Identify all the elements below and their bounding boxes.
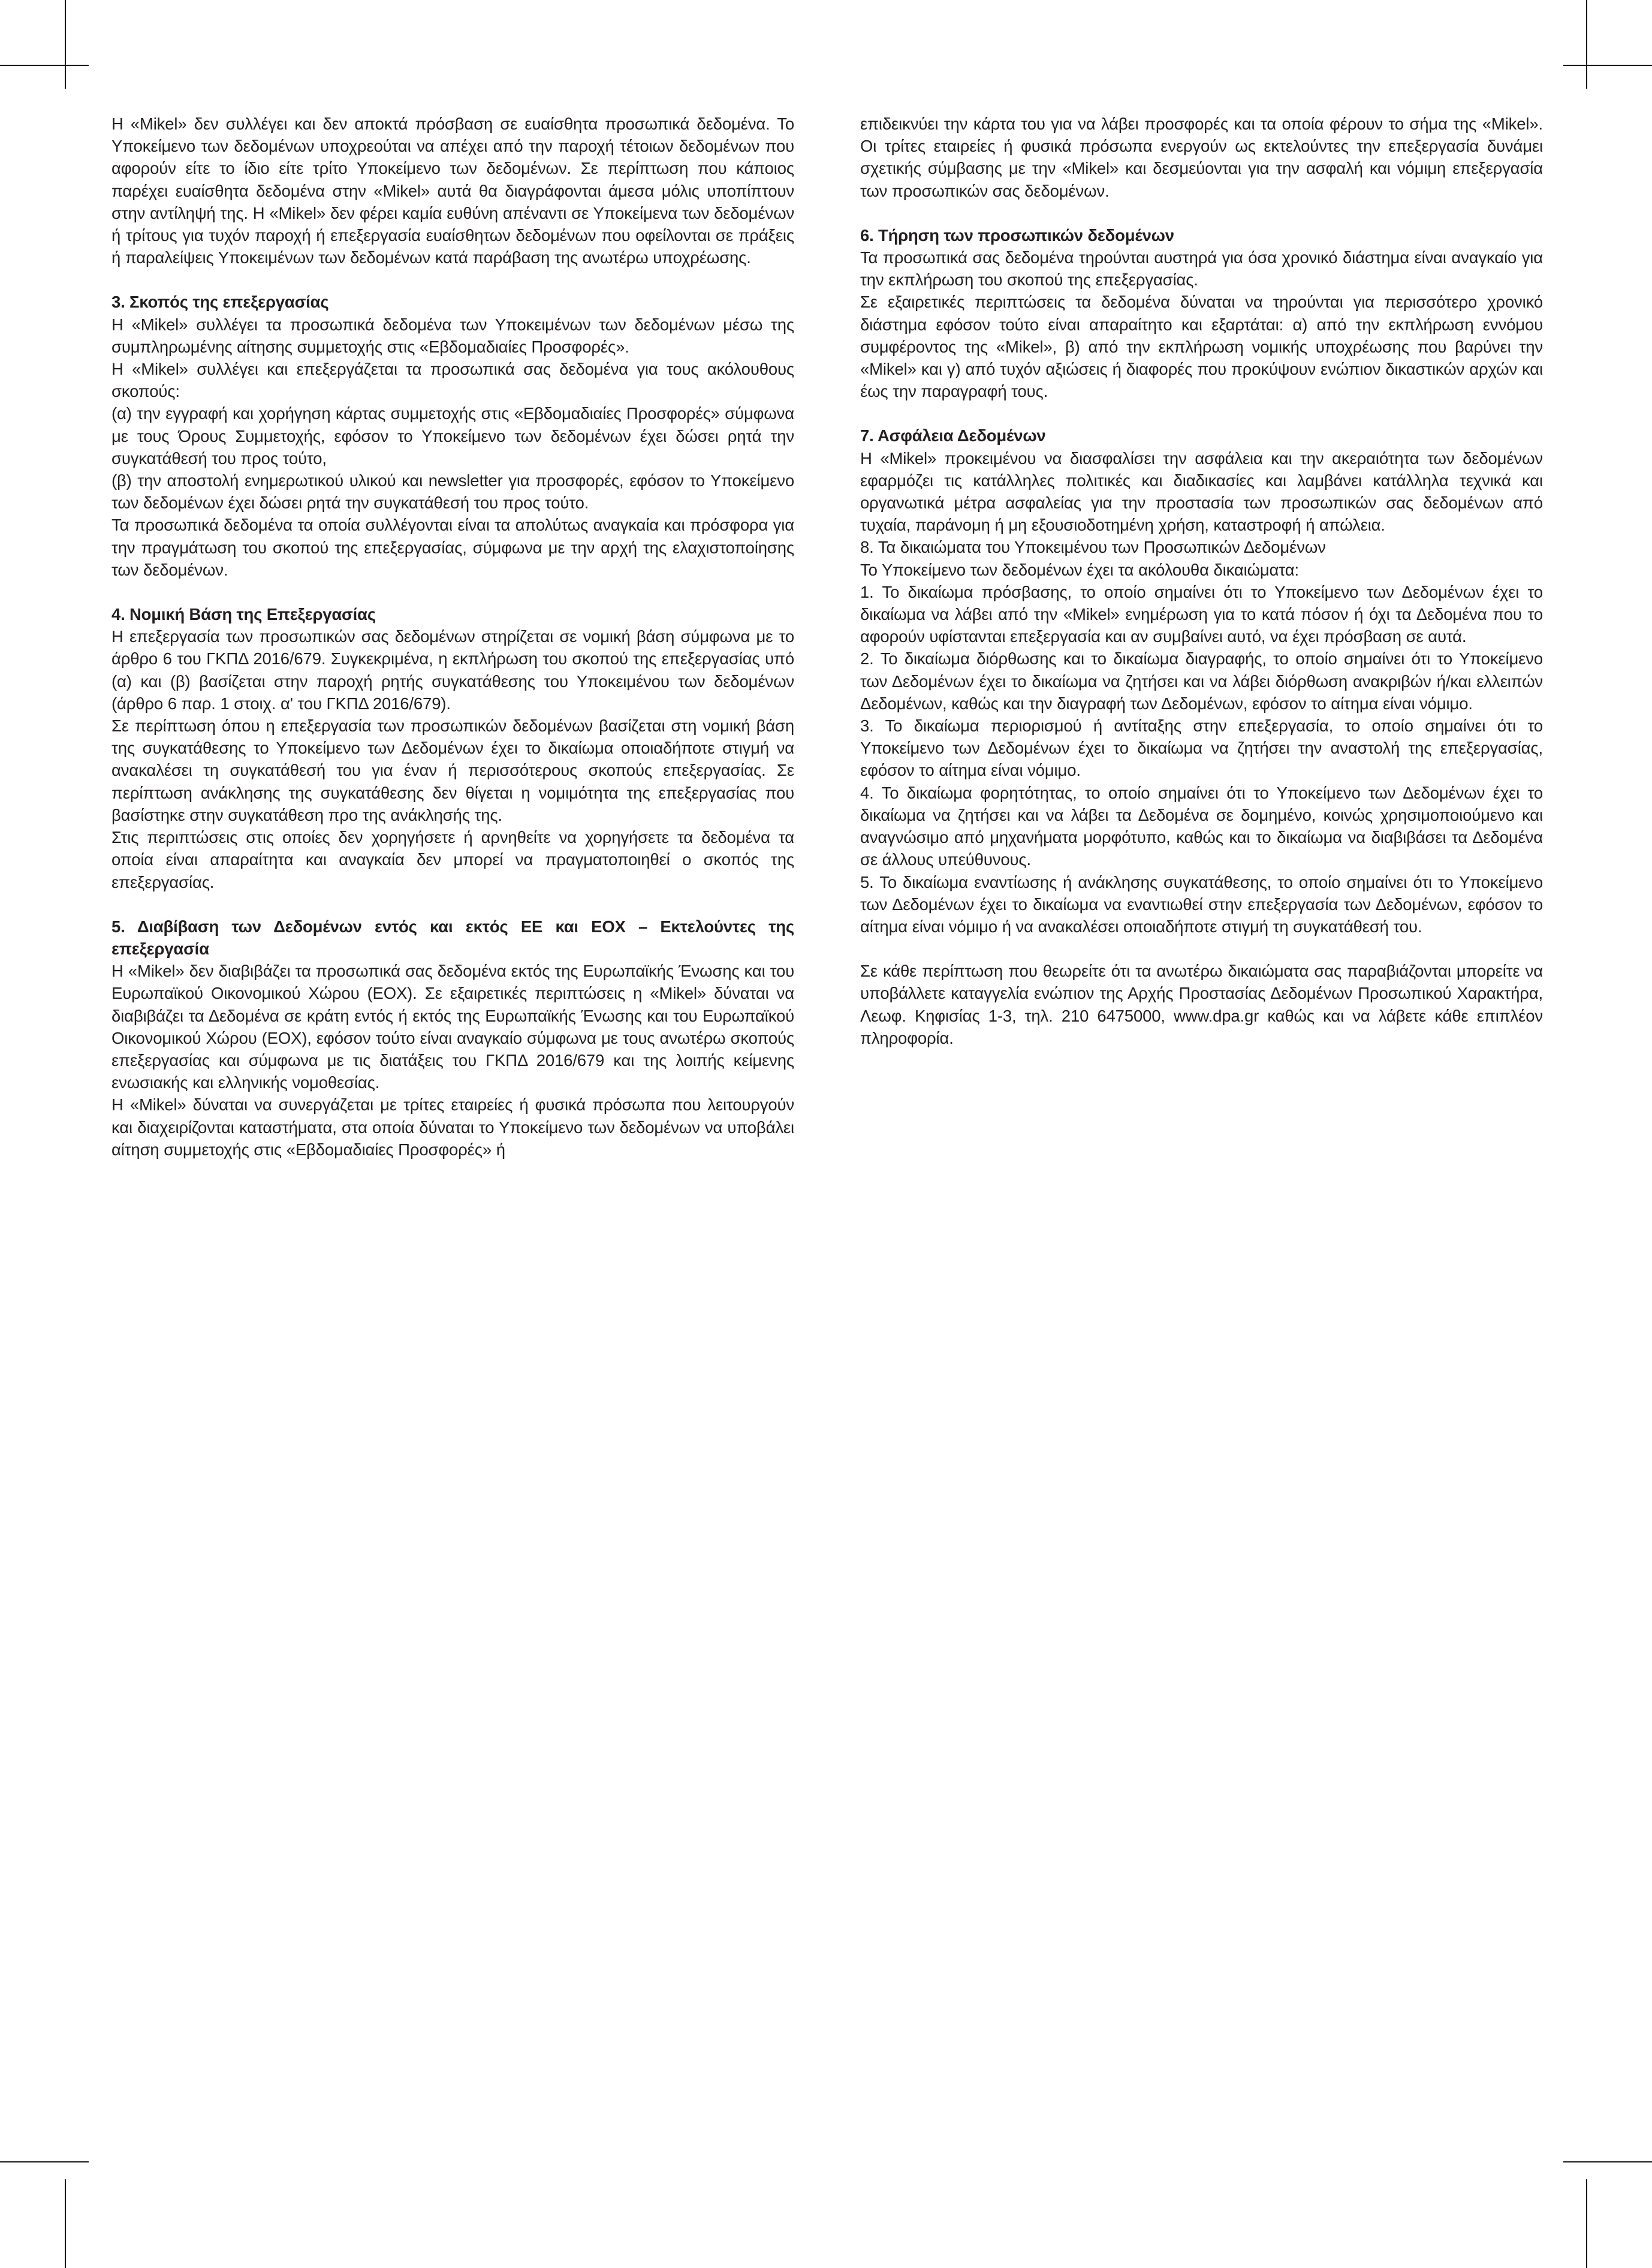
section-3-paragraph-1: Η «Mikel» συλλέγει τα προσωπικά δεδομένα των Υποκειμένων των δεδομένων μέσω της συμπληρωμένης αίτησης συμμετοχής στις «Εβδομαδιαίες Προσφορές».	[111, 315, 794, 356]
section-3-heading: 3. Σκοπός της επεξεργασίας	[111, 293, 329, 312]
section-3-paragraph-3: (α) την εγγραφή και χορήγηση κάρτας συμμετοχής στις «Εβδομαδιαίες Προσφορές» σύμφωνα με τους Όρους Συμμετοχής, εφόσον το Υποκείμενο των δεδομένων έχει δώσει ρητά την συγκατάθεσή του προς τούτο,	[111, 404, 794, 468]
right-item-3: 3. Το δικαίωμα περιορισμού ή αντίταξης στην επεξεργασία, το οποίο σημαίνει ότι το Υποκείμενο των Δεδομένων έχει το δικαίωμα να ζητήσει την αναστολή της επεξεργασίας, εφόσον το αίτημα είναι νόμιμο.	[860, 716, 1543, 780]
section-4-heading: 4. Νομική Βάση της Επεξεργασίας	[111, 605, 376, 624]
right-item-1: 1. Το δικαίωμα πρόσβασης, το οποίο σημαίνει ότι το Υποκείμενο των Δεδομένων έχει το δικαίωμα να λάβει από την «Mikel» ενημέρωση για το κατά πόσον ή όχι τα Δεδομένα που το αφορούν υφίστανται επεξεργασία και αν συμβαίνει αυτό, να έχει πρόσβαση σε αυτά.	[860, 582, 1543, 646]
section-5-paragraph-1: Η «Mikel» δεν διαβιβάζει τα προσωπικά σας δεδομένα εκτός της Ευρωπαϊκής Ένωσης και του Ευρωπαϊκού Οικονομικού Χώρου (ΕΟΧ). Σε εξαιρετικές περιπτώσεις η «Mikel» δύναται να διαβιβάζει τα Δεδομένα σε κράτη εντός ή εκτός της Ευρωπαϊκής Ένωσης και του Ευρωπαϊκού Οικονομικού Χώρου (ΕΟΧ), εφόσον τούτο είναι αναγκαίο σύμφωνα με τους ανωτέρω σκοπούς επεξεργασίας και σύμφωνα με τις διατάξεις του ΓΚΠΔ 2016/679 και της λοιπής κείμενης ενωσιακής και ελληνικής νομοθεσίας.	[111, 962, 794, 1092]
section-8-lead: Το Υποκείμενο των δεδομένων έχει τα ακόλουθα δικαιώματα:	[860, 560, 1299, 579]
paragraph-spacer	[860, 402, 1543, 424]
section-3-paragraph-4: (β) την αποστολή ενημερωτικού υλικού και newsletter για προσφορές, εφόσον το Υποκείμενο των δεδομένων έχει δώσει ρητά την συγκατάθεσή του προς τούτο.	[111, 471, 794, 513]
crop-mark-top-right-vertical	[1586, 0, 1587, 89]
two-column-body	[111, 113, 1543, 1161]
left-column	[111, 113, 794, 1161]
intro-paragraph: Η «Mikel» δεν συλλέγει και δεν αποκτά πρόσβαση σε ευαίσθητα προσωπικά δεδομένα. Το Υποκείμενο των δεδομένων υποχρεούται να απέχει από την παροχή τέτοιων δεδομένων που αφορούν είτε το ίδιο είτε τρίτο Υποκείμενο των δεδομένων. Σε περίπτωση που κάποιος παρέχει ευαίσθητα δεδομένα στην «Mikel» αυτά θα διαγράφονται άμεσα μόλις υποπίπτουν στην αντίληψή της. Η «Mikel» δεν φέρει καμία ευθύνη απέναντι σε Υποκείμενα των δεδομένων ή τρίτους για τυχόν παροχή ή επεξεργασία ευαίσθητων δεδομένων που οφείλονται σε πράξεις ή παραλείψεις Υποκειμένων των δεδομένων κατά παράβαση της ανωτέρω υποχρέωσης.	[111, 115, 794, 267]
section-6-heading: 6. Τήρηση των προσωπικών δεδομένων	[860, 225, 1174, 245]
crop-mark-top-right-horizontal	[1563, 65, 1652, 66]
paragraph-spacer	[860, 202, 1543, 224]
crop-mark-bottom-right-vertical	[1586, 2179, 1587, 2268]
right-item-4: 4. Το δικαίωμα φορητότητας, το οποίο σημαίνει ότι το Υποκείμενο των Δεδομένων έχει το δικαίωμα να ζητήσει και να λάβει τα Δεδομένα σε δομημένο, κοινώς χρησιμοποιούμενο και αναγνώσιμο από μηχανήματα μορφότυπο, καθώς και το δικαίωμα να διαβιβάσει τα Δεδομένα σε άλλους υπεύθυνους.	[860, 783, 1543, 869]
crop-mark-top-left-horizontal	[0, 65, 89, 66]
section-3-paragraph-5: Τα προσωπικά δεδομένα τα οποία συλλέγονται είναι τα απολύτως αναγκαία και πρόσφορα για την πραγμάτωση του σκοπού της επεξεργασίας, σύμφωνα με την αρχή της ελαχιστοποίησης των δεδομένων.	[111, 516, 794, 579]
paragraph-spacer	[111, 269, 794, 291]
section-4-paragraph-3: Στις περιπτώσεις στις οποίες δεν χορηγήσετε ή αρνηθείτε να χορηγήσετε τα δεδομένα τα οποία είναι απαραίτητα και αναγκαία δεν μπορεί να πραγματοποιηθεί ο σκοπός της επεξεργασίας.	[111, 828, 794, 891]
complaint-paragraph: Σε κάθε περίπτωση που θεωρείτε ότι τα ανωτέρω δικαιώματα σας παραβιάζονται μπορείτε να υποβάλλετε καταγγελία ενώπιον της Αρχής Προστασίας Δεδομένων Προσωπικού Χαρακτήρα, Λεωφ. Κηφισίας 1-3, τηλ. 210 6475000, www.dpa.gr καθώς και να λάβετε κάθε επιπλέον πληροφορία.	[860, 962, 1543, 1047]
section-6-paragraph-1: Τα προσωπικά σας δεδομένα τηρούνται αυστηρά για όσα χρονικό διάστημα είναι αναγκαίο για την εκπλήρωση του σκοπού της επεξεργασίας.	[860, 248, 1543, 290]
section-5-paragraph-2: Η «Mikel» δύναται να συνεργάζεται με τρίτες εταιρείες ή φυσικά πρόσωπα που λειτουργούν και διαχειρίζονται καταστήματα, στα οποία δύναται το Υποκείμενο των δεδομένων να υποβάλει αίτηση συμμετοχής στις «Εβδομαδιαίες Προσφορές» ή	[111, 1095, 794, 1159]
section-6-paragraph-2: Σε εξαιρετικές περιπτώσεις τα δεδομένα δύναται να τηρούνται για περισσότερο χρονικό διάστημα εφόσον τούτο είναι απαραίτητο και εξαρτάται: α) από την εκπλήρωση εννόμου συμφέροντος της «Mikel», β) από την εκπλήρωση νομικής υποχρέωσης που βαρύνει την «Mikel» και γ) από τυχόν αξιώσεις ή διαφορές που προκύψουν ενώπιον δικαστικών αρχών και έως την παραγραφή τους.	[860, 293, 1543, 401]
section-3-paragraph-2: Η «Mikel» συλλέγει και επεξεργάζεται τα προσωπικά σας δεδομένα για τους ακόλουθους σκοπούς:	[111, 360, 794, 401]
paragraph-spacer	[111, 581, 794, 603]
crop-mark-top-left-vertical	[65, 0, 66, 89]
crop-mark-bottom-left-vertical	[65, 2179, 66, 2268]
crop-mark-bottom-right-horizontal	[1563, 2161, 1652, 2162]
crop-mark-bottom-left-horizontal	[0, 2161, 89, 2162]
paragraph-spacer	[111, 893, 794, 915]
right-item-2: 2. Το δικαίωμα διόρθωσης και το δικαίωμα διαγραφής, το οποίο σημαίνει ότι το Υποκείμενο των Δεδομένων έχει το δικαίωμα να ζητήσει και να λάβει διόρθωση ανακριβών ή/και ελλειπών Δεδομένων, καθώς και την διαγραφή των Δεδομένων, εφόσον το αίτημα είναι νόμιμο.	[860, 649, 1543, 713]
paragraph-spacer	[860, 938, 1543, 960]
section-5-heading: 5. Διαβίβαση των Δεδομένων εντός και εκτός ΕΕ και ΕΟΧ – Εκτελούντες της επεξεργασία	[111, 917, 794, 958]
section-8-heading: 8. Τα δικαιώματα του Υποκειμένου των Προσωπικών Δεδομένων	[860, 538, 1326, 557]
section-7-paragraph-1: Η «Mikel» προκειμένου να διασφαλίσει την ασφάλεια και την ακεραιότητα των δεδομένων εφαρμόζει τις κατάλληλες πολιτικές και διαδικασίες και λαμβάνει κατάλληλα τεχνικά και οργανωτικά μέτρα ασφαλείας για την προστασία των προσωπικών σας δεδομένων από τυχαία, παράνομη ή μη εξουσιοδοτημένη χρήση, καταστροφή ή απώλεια.	[860, 448, 1543, 535]
right-column	[860, 113, 1543, 1161]
right-item-5: 5. Το δικαίωμα εναντίωσης ή ανάκλησης συγκατάθεσης, το οποίο σημαίνει ότι το Υποκείμενο των Δεδομένων έχει το δικαίωμα να εναντιωθεί στην επεξεργασία των Δεδομένων, εφόσον το αίτημα είναι νόμιμο ή να ανακαλέσει οποιαδήποτε στιγμή τη συγκατάθεσή του.	[860, 872, 1543, 936]
section-7-heading: 7. Ασφάλεια Δεδομένων	[860, 426, 1046, 445]
continuation-paragraph: επιδεικνύει την κάρτα του για να λάβει προσφορές και τα οποία φέρουν το σήμα της «Mikel». Οι τρίτες εταιρείες ή φυσικά πρόσωπα ενεργούν ως εκτελούντες την επεξεργασία δυνάμει σχετικής σύμβασης με την «Mikel» και δεσμεύονται για την ασφαλή και νόμιμη επεξεργασία των προσωπικών σας δεδομένων.	[860, 115, 1543, 200]
section-4-paragraph-2: Σε περίπτωση όπου η επεξεργασία των προσωπικών δεδομένων βασίζεται στη νομική βάση της συγκατάθεσης το Υποκείμενο των Δεδομένων έχει το δικαίωμα οποιαδήποτε στιγμή να ανακαλέσει τη συγκατάθεσή του για έναν ή περισσότερους σκοπούς επεξεργασίας. Σε περίπτωση ανάκλησης της συγκατάθεσης δεν θίγεται η νομιμότητα της επεξεργασίας που βασίστηκε στην συγκατάθεση προ της ανάκλησής της.	[111, 716, 794, 824]
section-4-paragraph-1: Η επεξεργασία των προσωπικών σας δεδομένων στηρίζεται σε νομική βάση σύμφωνα με το άρθρο 6 του ΓΚΠΔ 2016/679. Συγκεκριμένα, η εκπλήρωση του σκοπού της επεξεργασίας υπό (α) και (β) βασίζεται στην παροχή ρητής συγκατάθεσης του Υποκειμένου των δεδομένων (άρθρο 6 παρ. 1 στοιχ. α' του ΓΚΠΔ 2016/679).	[111, 627, 794, 713]
